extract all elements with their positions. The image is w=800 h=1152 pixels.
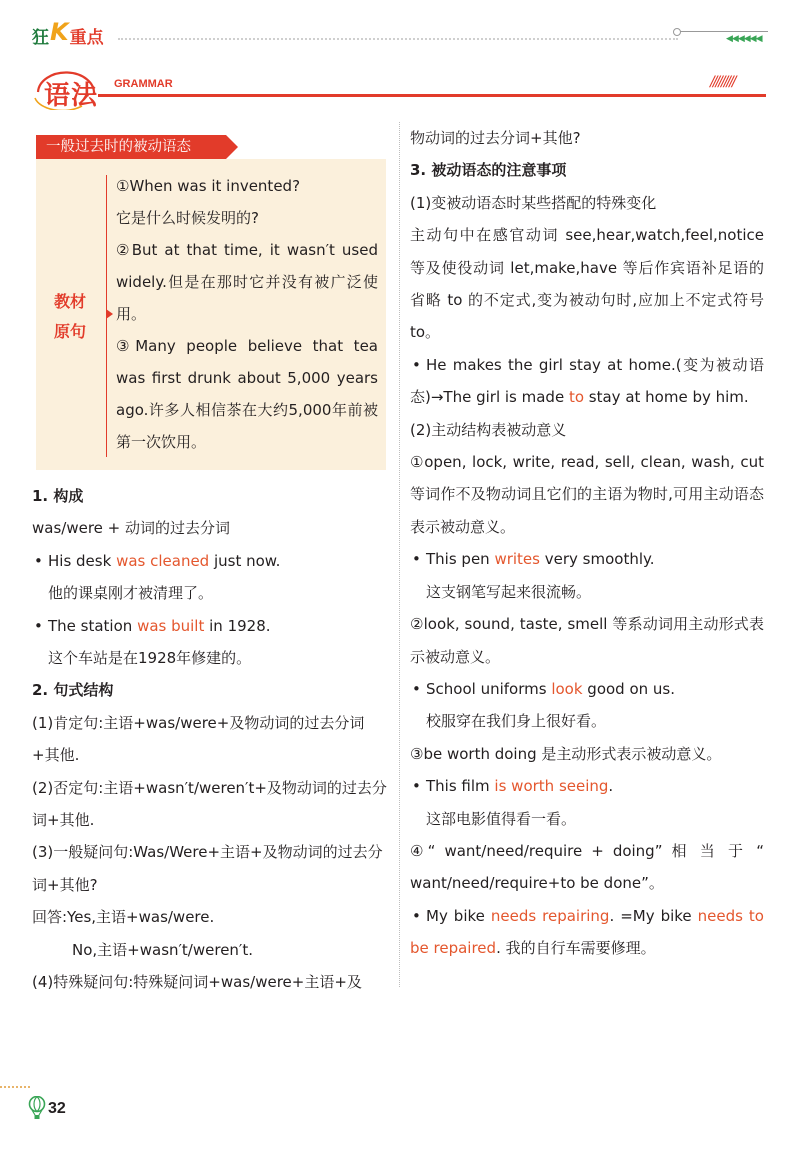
note-2-item-4-example xyxy=(410,900,764,965)
brand-part1: 狂 xyxy=(32,27,49,48)
heading-2: 2. 句式结构 xyxy=(32,681,114,700)
note-2-item-2-zh: 校服穿在我们身上很好看。 xyxy=(426,712,607,731)
item-3-example-b: . xyxy=(608,777,614,796)
item-4-example-b: . 我的自行车需要修理。 xyxy=(496,939,656,958)
note-1-example-a: He makes the girl stay at home.(变为被动语态)→The girl is made xyxy=(410,355,764,407)
answer-yes: 回答:Yes,主语+was/were. xyxy=(32,908,215,927)
item-3-example-a: This film xyxy=(426,777,495,796)
box-label-line2: 原句 xyxy=(53,322,86,341)
note-2-item-3-zh: 这部电影值得看一看。 xyxy=(426,809,577,828)
column-divider xyxy=(399,122,400,987)
sentence-1-en: ①When was it invented? xyxy=(116,177,301,195)
example-1-b: just now. xyxy=(209,551,281,570)
example-2 xyxy=(32,610,388,642)
example-1-zh: 他的课桌刚才被清理了。 xyxy=(48,584,214,603)
item-4-example-highlight-2: needs to be repaired xyxy=(410,906,764,958)
note-2-item-2: ②look, sound, taste, smell 等系动词用主动形式表示被动意义。 xyxy=(410,615,764,666)
header-rule xyxy=(680,31,768,32)
note-2-title: (2)主动结构表被动意义 xyxy=(410,420,567,439)
example-2-zh: 这个车站是在1928年修建的。 xyxy=(48,649,252,668)
item-2-example-highlight: look xyxy=(551,679,583,698)
note-1-body: 主动句中在感官动词 see,hear,watch,feel,notice 等及使役动词 let,make,have 等后作宾语补足语的省略 to 的不定式,变为被动句时,应加上不定式符号 to。 xyxy=(410,226,764,342)
sentence-2 xyxy=(116,234,378,330)
item-1-example-highlight: writes xyxy=(494,550,540,569)
pattern-negative: (2)否定句:主语+wasn′t/weren′t+及物动词的过去分词+其他. xyxy=(32,778,387,830)
brand-part2: 重点 xyxy=(69,27,104,48)
note-2-item-1: ①open, lock, write, read, sell, clean, wash, cut 等词作不及物动词且它们的主语为物时,可用主动语态表示被动意义。 xyxy=(410,453,764,536)
sentence-2-zh: 但是在那时它并没有被广泛使用。 xyxy=(116,273,378,323)
heading-1: 1. 构成 xyxy=(32,487,84,505)
note-2-item-1-example xyxy=(410,543,764,575)
item-2-example-b: good on us. xyxy=(582,679,676,698)
section-header xyxy=(32,70,766,110)
example-2-b: in 1928. xyxy=(204,616,271,635)
section-subtitle: GRAMMAR xyxy=(114,78,173,90)
box-title-arrow xyxy=(226,135,238,159)
example-1-highlight: was cleaned xyxy=(116,551,210,570)
footer-dotted-rule xyxy=(0,1086,30,1088)
brand-k: K xyxy=(50,18,69,46)
section-slashes: ///////// xyxy=(710,74,735,90)
sentence-3 xyxy=(116,330,378,458)
pattern-affirmative: (1)肯定句:主语+was/were+及物动词的过去分词+其他. xyxy=(32,713,365,765)
sentence-3-zh: 许多人相信茶在大约5,000年前被第一次饮用。 xyxy=(116,401,378,451)
box-label-line1: 教材 xyxy=(53,292,86,311)
note-1-example xyxy=(410,349,764,414)
item-1-example-b: very smoothly. xyxy=(539,550,655,569)
header-ring-icon xyxy=(673,28,681,36)
box-sentences xyxy=(116,170,378,458)
note-1-example-b: stay at home by him. xyxy=(584,388,749,407)
item-1-example-a: This pen xyxy=(426,550,495,569)
note-2-item-1-zh: 这支钢笔写起来很流畅。 xyxy=(426,582,592,601)
example-1-a: His desk xyxy=(48,551,117,570)
box-title: 一般过去时的被动语态 xyxy=(36,135,226,159)
example-1 xyxy=(32,545,388,577)
heading-3: 3. 被动语态的注意事项 xyxy=(410,161,567,180)
box-label xyxy=(52,287,88,347)
box-pointer-icon xyxy=(106,309,113,319)
pattern-wh-continued: 物动词的过去分词+其他? xyxy=(410,129,581,147)
item-4-example-a: My bike xyxy=(426,906,491,925)
section-title: 语法 xyxy=(44,81,99,111)
header-dotted-rule xyxy=(118,38,678,40)
header-arrows-icon: ◀◀◀◀◀◀ xyxy=(726,34,762,44)
left-column xyxy=(32,480,388,999)
note-1-title: (1)变被动语态时某些搭配的特殊变化 xyxy=(410,193,657,212)
formula: was/were + 动词的过去分词 xyxy=(32,519,230,538)
item-3-example-highlight: is worth seeing xyxy=(494,777,609,796)
item-4-example-mid: . =My bike xyxy=(609,906,698,925)
brand-logo xyxy=(32,18,104,48)
note-2-item-3-example xyxy=(410,770,764,802)
hot-air-balloon-icon xyxy=(28,1096,46,1120)
right-column xyxy=(410,122,764,965)
item-2-example-a: School uniforms xyxy=(426,679,552,698)
item-4-example-highlight-1: needs repairing xyxy=(490,906,610,925)
sentence-3-en: ③Many people believe that tea was first drunk about 5,000 years ago. xyxy=(116,337,378,419)
note-1-example-highlight: to xyxy=(568,388,585,407)
sentence-2-en: ②But at that time, it wasn′t used widely. xyxy=(116,241,378,291)
note-2-item-3: ③be worth doing 是主动形式表示被动意义。 xyxy=(410,744,722,763)
note-2-item-4: ④“ want/need/require + doing” 相 当 于 “ want/need/require+to be done”。 xyxy=(410,841,764,893)
example-2-a: The station xyxy=(48,616,138,635)
note-2-item-2-example xyxy=(410,673,764,705)
page-number: 32 xyxy=(48,1100,66,1117)
sentence-1-zh: 它是什么时候发明的? xyxy=(116,209,259,227)
answer-no: No,主语+wasn′t/weren′t. xyxy=(72,940,253,959)
pattern-wh: (4)特殊疑问句:特殊疑问词+was/were+主语+及 xyxy=(32,973,362,992)
pattern-yes-no: (3)一般疑问句:Was/Were+主语+及物动词的过去分词+其他? xyxy=(32,843,383,894)
example-2-highlight: was built xyxy=(137,616,205,635)
section-underline xyxy=(98,94,766,97)
